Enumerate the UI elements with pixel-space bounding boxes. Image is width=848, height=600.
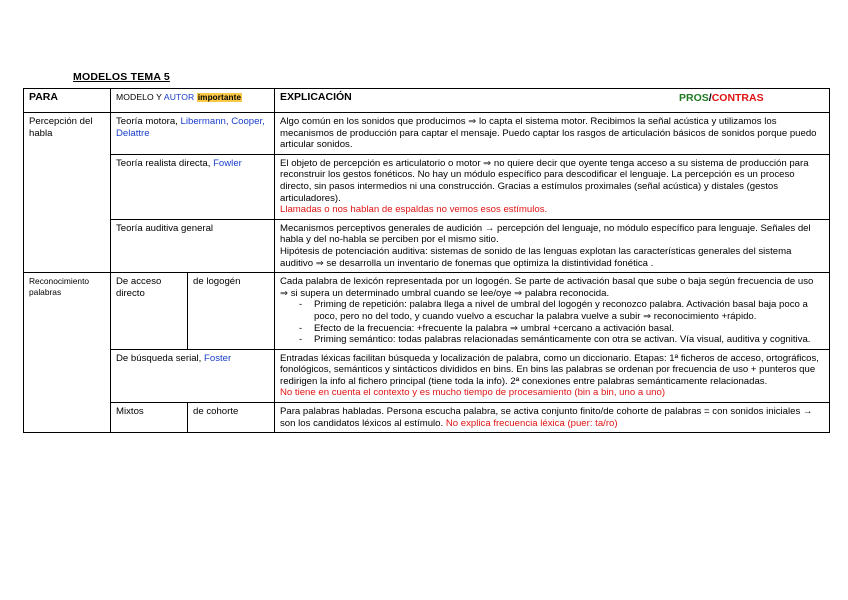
list-item: - Efecto de la frecuencia: +frecuente la palabra ⇒ umbral +cercano a activación basal. xyxy=(314,323,824,335)
submodel-cohorte: de cohorte xyxy=(188,403,275,433)
models-table xyxy=(23,88,830,433)
row-teoria-realista xyxy=(24,154,830,219)
row-busqueda-serial xyxy=(24,349,830,402)
model-teoria-realista xyxy=(111,154,275,219)
model-teoria-auditiva: Teoría auditiva general xyxy=(111,219,275,272)
model-teoria-motora xyxy=(111,113,275,155)
explanation-teoria-motora: Algo común en los sonidos que producimos ⇒ lo capta el sistema motor. Recibimos la señal acústica y utilizamos los mecanismos de producción para captar el mensaje. Puedo captar los rasgos de articulación básicos de sonidos porque puedo articular sonidos. xyxy=(275,113,830,155)
header-contras: CONTRAS xyxy=(711,92,764,104)
row-teoria-motora xyxy=(24,113,830,155)
header-row xyxy=(24,89,830,113)
header-modelo xyxy=(111,89,275,113)
explanation-cohorte xyxy=(275,403,830,433)
explanation-text: Mecanismos perceptivos generales de audición → percepción del lenguaje, no módulo específico para lenguaje. Señales del habla y del no-habla se perciben por el mismo sitio. xyxy=(280,222,811,246)
model-name: Teoría motora, xyxy=(116,116,178,127)
explanation-text: Para palabras habladas. Persona escucha palabra, se activa conjunto finito/de cohorte de palabras = con sonidos iniciales → son los candidatos léxicos al estímulo. xyxy=(280,406,813,429)
model-authors: Foster xyxy=(204,352,232,364)
header-pros: PROS xyxy=(679,92,709,104)
row-acceso-directo xyxy=(24,273,830,350)
explanation-logogen xyxy=(275,273,830,350)
explanation-busqueda-serial xyxy=(275,349,830,402)
submodel-logogen: de logogén xyxy=(188,273,275,350)
explanation-text: El objeto de percepción es articulatorio o motor ⇒ no quiere decir que oyente tenga acceso a su sistema de producción para reconstruir los gestos fonéticos. No hay un módulo específico para descodificar el lenguaje. La percepción es un proceso directo, sin pasos intermedios ni una construcción. Gracias a estímulos proximales (señal acústica) y distales (gestos articuladores). xyxy=(280,157,809,204)
model-name: Teoría realista directa, xyxy=(116,157,211,169)
header-importante-highlight: importante xyxy=(197,93,242,102)
model-name: De búsqueda serial, xyxy=(116,352,202,364)
explanation-text: Cada palabra de lexicón representada por un logogén. Se parte de activación basal que sube o baja según frecuencia de uso ⇒ si supera un determinado umbral cuando se lee/oye ⇒ palabra reconocida. xyxy=(280,276,814,299)
header-slash: / xyxy=(708,92,712,104)
explanation-teoria-auditiva xyxy=(275,219,830,272)
header-pros-contras xyxy=(679,93,764,105)
explanation-contra: No explica frecuencia léxica (puer: ta/ro) xyxy=(445,417,618,429)
explanation-teoria-realista xyxy=(275,154,830,219)
model-acceso-directo: De acceso directo xyxy=(111,273,188,350)
model-authors: Fowler xyxy=(213,157,242,169)
list-item: - Priming semántico: todas palabras relacionadas semánticamente con otra se activan. Vía visual, auditiva y cognitiva. xyxy=(314,334,824,346)
row-mixtos xyxy=(24,403,830,433)
explanation-text-2: Hipótesis de potenciación auditiva: sistemas de sonido de las lenguas explotan las características generales del sistema auditivo ⇒ se desarrolla un inventario de fonemas que optimiza la distintividad fonética . xyxy=(280,245,792,269)
model-mixtos: Mixtos xyxy=(111,403,188,433)
model-busqueda-serial xyxy=(111,349,275,402)
explanation-contra: Llamadas o nos hablan de espaldas no vemos esos estímulos. xyxy=(280,204,548,216)
list-item: - Priming de repetición: palabra llega a nivel de umbral del logogén y reconozco palabra. Activación basal baja poco a poco, pero no del todo, y cuando vuelvo a escuchar la palabra vuelve a subir ⇒ reconocimiento +rápido. xyxy=(314,299,824,322)
row-teoria-auditiva xyxy=(24,219,830,272)
header-modelo-label: MODELO Y xyxy=(116,92,162,102)
section-percepcion-label: Percepción del habla xyxy=(24,113,111,273)
explanation-text: Entradas léxicas facilitan búsqueda y localización de palabra, como un diccionario. Etapas: 1ª ficheros de acceso, ortográficos, fonológicos, semánticos y sintácticos divididos en bins. En bins las palabras se ordenan por frecuencia de uso + punteros que redirigen la info al fichero principal (tiene toda la info). 2ª conexiones entre palabras semánticamente relacionadas. xyxy=(280,352,819,387)
explanation-contra: No tiene en cuenta el contexto y es mucho tiempo de procesamiento (bin a bin, uno a uno) xyxy=(280,387,666,399)
document-title: MODELOS TEMA 5 xyxy=(73,71,170,83)
section-reconocimiento-label: Reconocimiento palabras xyxy=(24,273,111,433)
header-explicacion xyxy=(275,89,830,113)
header-explicacion-label: EXPLICACIÓN xyxy=(280,91,352,103)
header-para: PARA xyxy=(24,89,111,113)
explanation-bullets xyxy=(280,299,824,345)
header-autor: AUTOR xyxy=(163,92,195,102)
model-authors: Libermann, Cooper, Delattre xyxy=(116,116,265,139)
